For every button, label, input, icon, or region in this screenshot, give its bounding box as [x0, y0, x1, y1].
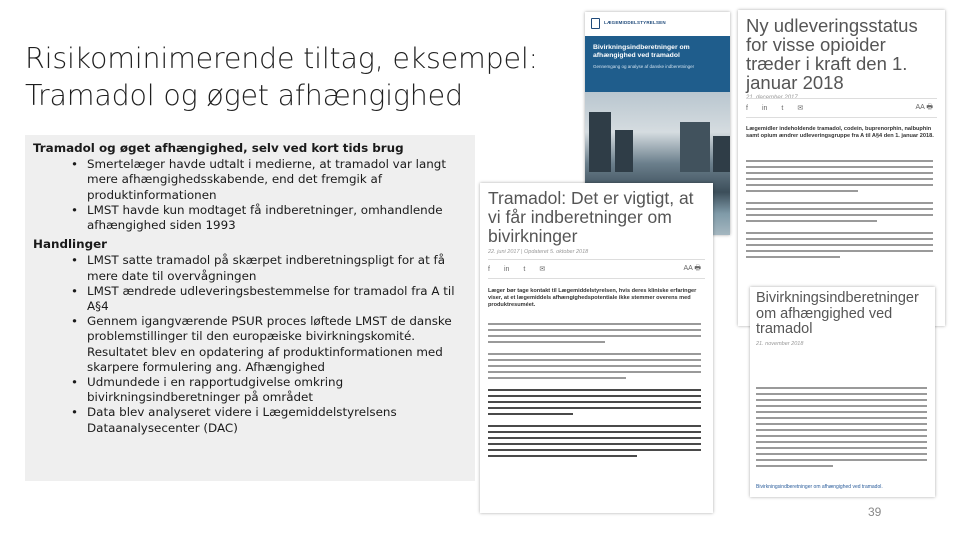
opioid-article-body — [746, 160, 933, 262]
bullet-item: • LMST satte tramadol på skærpet indberetningspligt for at få mere date til overvågningen — [33, 253, 467, 283]
bivirk-article-body — [756, 387, 927, 471]
tramadol-article-date: 22. juni 2017 | Opdateret 5. oktober 2018 — [488, 249, 589, 255]
text-tools-icon: AA 🖶 — [683, 264, 701, 272]
linkedin-icon: in — [761, 104, 768, 112]
bullet-item: • LMST havde kun modtaget få indberetninger, omhandlende afhængighed siden 1993 — [33, 203, 467, 233]
share-bar — [746, 98, 937, 118]
opioid-article-title: Ny udleveringsstatus for visse opioider træder i kraft den 1. januar 2018 — [746, 15, 918, 93]
bullet-item: • Data blev analyseret videre i Lægemiddelstyrelsens Dataanalysecenter (DAC) — [33, 405, 467, 435]
report-subtitle: Gennemgang og analyse af danske indberetninger — [593, 64, 695, 69]
tramadol-article-body — [488, 323, 701, 461]
share-bar — [488, 259, 705, 279]
bullet-item: • Smertelæger havde udtalt i medierne, at tramadol var langt mere afhængighedsskabende, end det fremgik af produktinformationen — [33, 157, 467, 203]
content-box — [25, 135, 475, 481]
facebook-icon: f — [488, 265, 490, 273]
bullet-item: • Udmundede i en rapportudgivelse omkring bivirkningsindberetninger på området — [33, 375, 467, 405]
bivirk-article-clipping — [750, 287, 935, 497]
actions-bullet-list — [33, 253, 467, 435]
crown-logo-icon — [591, 18, 600, 29]
mail-icon: ✉ — [539, 266, 546, 273]
tramadol-article-intro: Læger bør tage kontakt til Lægemiddelstyrelsen, hvis deres kliniske erfaringer viser, at et lægemiddels afhængighedspotentiale ikke stemmer overens med produktresuméet. — [488, 288, 697, 308]
report-title: Bivirkningsindberetninger om afhængighed ved tramadol — [593, 44, 690, 59]
opioid-article-intro: Lægemidler indeholdende tramadol, codein, buprenorphin, nalbuphin samt opium ændrer udleveringsgruppe fra A til A§4 den 1. januar 2018. — [746, 126, 934, 139]
bullet-item: • LMST ændrede udleveringsbestemmelse for tramadol fra A til A§4 — [33, 284, 467, 314]
report-logo-text: LÆGEMIDDELSTYRELSEN — [604, 20, 666, 25]
opioid-article-clipping — [738, 10, 945, 326]
section-heading-actions: Handlinger — [33, 237, 108, 252]
twitter-icon: t — [523, 265, 526, 273]
slide-title — [25, 40, 565, 114]
text-tools-icon: AA 🖶 — [915, 103, 933, 111]
bivirk-report-link[interactable]: Bivirkningsindberetninger om afhængighed ved tramadol. — [756, 484, 883, 490]
mail-icon: ✉ — [797, 105, 804, 112]
linkedin-icon: in — [503, 265, 510, 273]
bullet-item: • Gennem igangværende PSUR proces løftede LMST de danske problemstillinger til den europæiske bivirkningskomité. Resultatet blev en opdatering af produktinformationen med skarpere formulering ang. Afhængighed — [33, 314, 467, 375]
facebook-icon: f — [746, 104, 748, 112]
opioid-article-date: 21. december 2017 — [746, 95, 798, 101]
twitter-icon: t — [781, 104, 784, 112]
bivirk-article-date: 21. november 2018 — [756, 340, 804, 347]
slide-title-line2: Tramadol og øget afhængighed — [25, 79, 463, 112]
slide-title-line1: Risikominimerende tiltag, eksempel: — [25, 42, 538, 75]
section-heading-problem: Tramadol og øget afhængighed, selv ved kort tids brug — [33, 141, 404, 155]
bivirk-article-title: Bivirkningsindberetninger om afhængighed ved tramadol — [756, 290, 919, 337]
page-number: 39 — [868, 505, 882, 519]
report-title-band — [585, 36, 730, 92]
tramadol-article-title: Tramadol: Det er vigtigt, at vi får indberetninger om bivirkninger — [488, 188, 694, 246]
tramadol-article-clipping — [480, 183, 713, 513]
problem-bullet-list — [33, 157, 467, 233]
